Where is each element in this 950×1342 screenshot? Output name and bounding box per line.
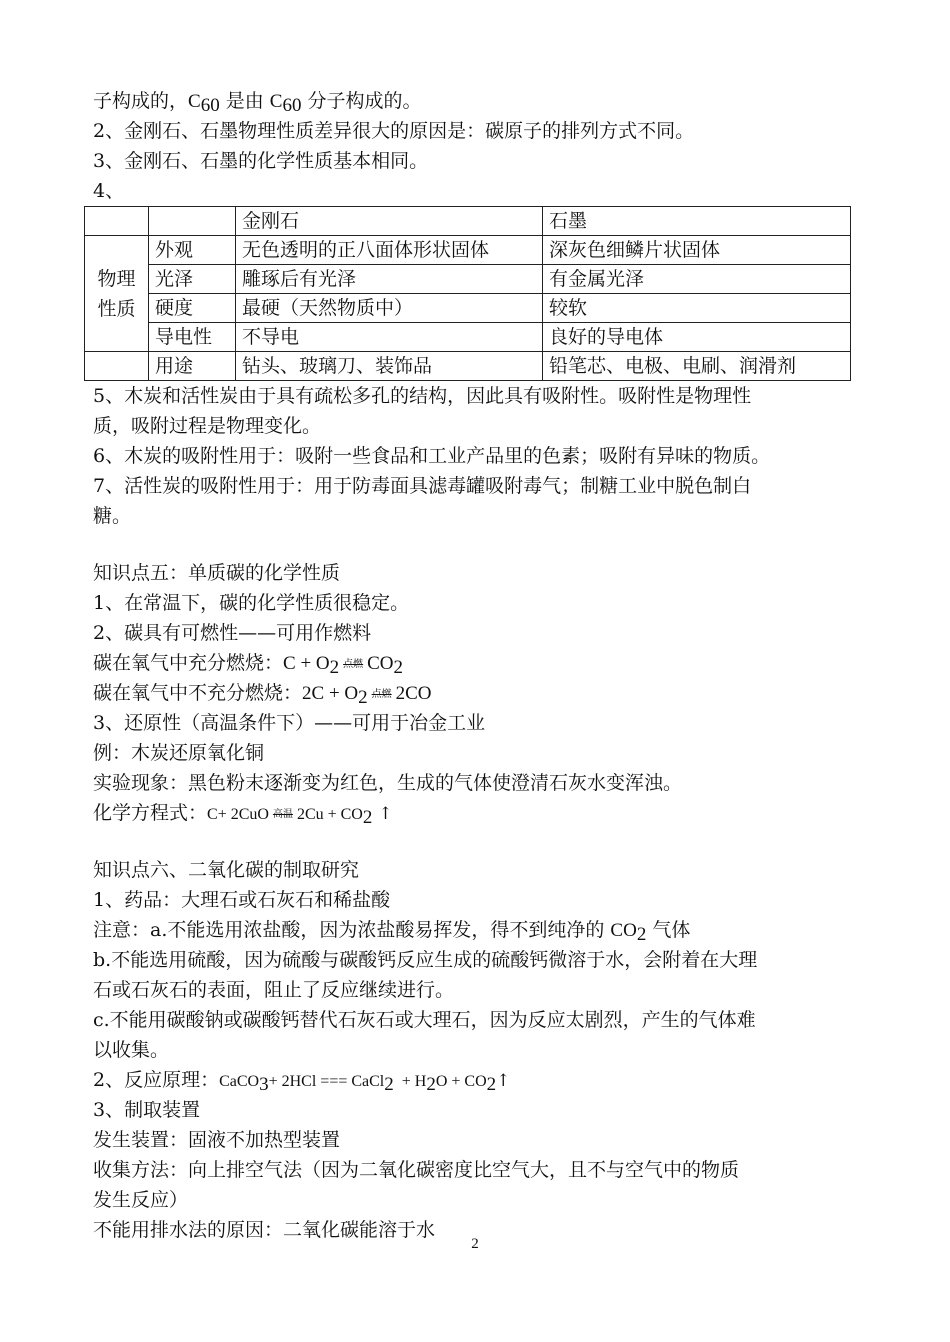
gas-arrow-icon: ↑ <box>496 1071 511 1091</box>
text-line: 收集方法：向上排空气法（因为二氧化碳密度比空气大，且不与空气中的物质 <box>93 1159 740 1181</box>
property-cell: 光泽 <box>149 265 236 294</box>
equation-line: 碳在氧气中不充分燃烧：$2C + O_2$ 点燃 2CO <box>93 682 432 708</box>
graphite-cell: 深灰色细鳞片状固体 <box>543 236 851 265</box>
equation-line: 化学方程式：C+ 2CuO 高温 $2Cu + CO_2$ ↑ <box>93 802 393 828</box>
document-page <box>93 86 863 1245</box>
graphite-cell: 铅笔芯、电极、电刷、润滑剂 <box>543 352 851 381</box>
text-line: 5、木炭和活性炭由于具有疏松多孔的结构，因此具有吸附性。吸附性是物理性 <box>93 385 752 407</box>
text-line: 以收集。 <box>93 1039 170 1061</box>
text-line: 糖。 <box>93 505 132 527</box>
table-header-cell <box>149 207 236 236</box>
graphite-cell: 有金属光泽 <box>543 265 851 294</box>
property-cell: 导电性 <box>149 323 236 352</box>
diamond-cell: 不导电 <box>236 323 543 352</box>
spacer <box>93 531 863 558</box>
text-line: 2、碳具有可燃性——可用作燃料 <box>93 622 372 644</box>
text-line: 7、活性炭的吸附性用于：用于防毒面具滤毒罐吸附毒气；制糖工业中脱色制白 <box>93 475 752 497</box>
text-line: 4、 <box>93 180 125 202</box>
text-line: 注意：a.不能选用浓盐酸，因为浓盐酸易挥发，得不到纯净的 $CO_2$ 气体 <box>93 919 691 945</box>
diamond-cell: 无色透明的正八面体形状固体 <box>236 236 543 265</box>
text-line: b.不能选用硫酸，因为硫酸与碳酸钙反应生成的硫酸钙微溶于水，会附着在大理 <box>93 949 758 971</box>
table-header-cell: 金刚石 <box>236 207 543 236</box>
table-row <box>85 352 851 381</box>
text-line: 例：木炭还原氧化铜 <box>93 742 265 764</box>
graphite-cell: 良好的导电体 <box>543 323 851 352</box>
text-line: 质，吸附过程是物理变化。 <box>93 415 322 437</box>
text-line: 子构成的，$C_{60}$ 是由 $C_{60}$ 分子构成的。 <box>93 90 422 116</box>
text-line: 不能用排水法的原因：二氧化碳能溶于水 <box>93 1219 436 1241</box>
text-line: c.不能用碳酸钠或碳酸钙替代石灰石或大理石，因为反应太剧烈，产生的气体难 <box>93 1009 756 1031</box>
gas-arrow-icon: ↑ <box>378 804 393 824</box>
reaction-condition: 点燃 <box>343 659 364 670</box>
reaction-condition: 点燃 <box>371 689 392 700</box>
spacer <box>93 828 863 855</box>
text-line: 6、木炭的吸附性用于：吸附一些食品和工业产品里的色素；吸附有异味的物质。 <box>93 445 771 467</box>
equation-line: 碳在氧气中充分燃烧：$C + O_2$ 点燃 $CO_2$ <box>93 652 404 678</box>
group-label-cell: 物理性质 <box>85 236 149 352</box>
diamond-cell: 雕琢后有光泽 <box>236 265 543 294</box>
table-row <box>85 236 851 265</box>
carbon-properties-table <box>84 206 851 381</box>
text-line: 发生反应） <box>93 1189 189 1211</box>
text-line: 发生装置：固液不加热型装置 <box>93 1129 341 1151</box>
text-line: 实验现象：黑色粉末逐渐变为红色，生成的气体使澄清石灰水变浑浊。 <box>93 772 683 794</box>
table-header-cell <box>85 207 149 236</box>
property-cell: 硬度 <box>149 294 236 323</box>
graphite-cell: 较软 <box>543 294 851 323</box>
text-line: 1、药品：大理石或石灰石和稀盐酸 <box>93 889 391 911</box>
text-line: 3、制取装置 <box>93 1099 201 1121</box>
diamond-cell: 最硬（天然物质中） <box>236 294 543 323</box>
page-number: 2 <box>471 1236 479 1252</box>
property-cell: 用途 <box>149 352 236 381</box>
text-line: 3、金刚石、石墨的化学性质基本相同。 <box>93 150 429 172</box>
table-header-row <box>85 207 851 236</box>
table-row <box>85 294 851 323</box>
text-line: 3、还原性（高温条件下）——可用于冶金工业 <box>93 712 486 734</box>
table-header-cell: 石墨 <box>543 207 851 236</box>
empty-cell <box>85 352 149 381</box>
property-cell: 外观 <box>149 236 236 265</box>
equation-line: 2、反应原理：CaCO$_3$+ 2HCl === CaCl$_2$ + $H_2O$ + $CO_2↑$ <box>93 1069 511 1095</box>
reaction-condition: 高温 <box>272 809 293 820</box>
diamond-cell: 钻头、玻璃刀、装饰品 <box>236 352 543 381</box>
text-line: 石或石灰石的表面，阻止了反应继续进行。 <box>93 979 455 1001</box>
table-row <box>85 265 851 294</box>
text-line: 1、在常温下，碳的化学性质很稳定。 <box>93 592 410 614</box>
section-title: 知识点六、二氧化碳的制取研究 <box>93 859 360 881</box>
text-line: 2、金刚石、石墨物理性质差异很大的原因是：碳原子的排列方式不同。 <box>93 120 695 142</box>
section-title: 知识点五：单质碳的化学性质 <box>93 562 341 584</box>
table-row <box>85 323 851 352</box>
